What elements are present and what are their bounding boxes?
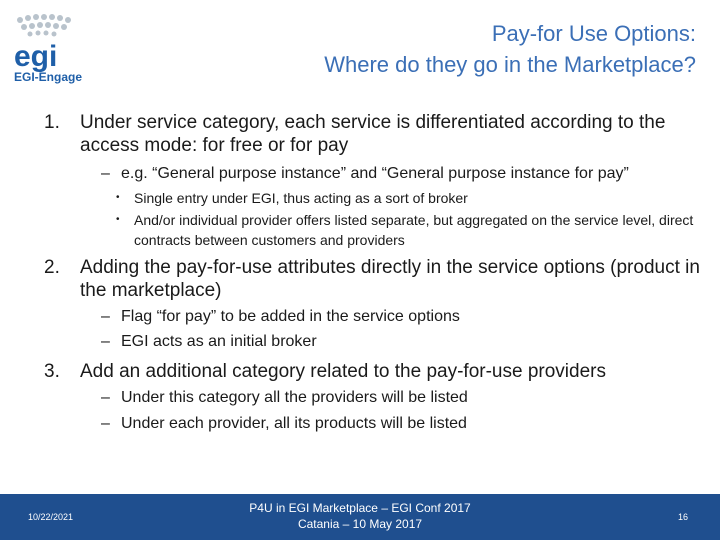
page-number: 16 bbox=[677, 512, 688, 522]
list-item-text: Under service category, each service is differentiated according to the access mode: for free or for pay bbox=[80, 112, 666, 156]
dash-bullet: – bbox=[101, 165, 110, 182]
footer-line-1: P4U in EGI Marketplace – EGI Conf 2017 bbox=[249, 501, 471, 515]
subitem-text: EGI acts as an initial broker bbox=[121, 333, 317, 350]
bullet-text: And/or individual provider offers listed separate, but aggregated on the service level, direct contracts between customers and providers bbox=[134, 212, 694, 248]
title-line-2: Where do they go in the Marketplace? bbox=[324, 52, 696, 77]
title-line-1: Pay-for Use Options: bbox=[491, 21, 696, 46]
subitem-text: Flag “for pay” to be added in the service options bbox=[121, 308, 460, 325]
subitem-text: Under this category all the providers will be listed bbox=[121, 389, 468, 406]
list-number: 3. bbox=[44, 361, 60, 382]
dash-bullet: – bbox=[101, 389, 110, 406]
footer-line-2: Catania – 10 May 2017 bbox=[297, 517, 423, 531]
subitem-text: e.g. “General purpose instance” and “General purpose instance for pay” bbox=[121, 165, 629, 182]
dash-bullet: – bbox=[101, 333, 110, 350]
list-item-text: Adding the pay-for-use attributes directly in the service options (product in the marketplace) bbox=[80, 257, 700, 301]
list-item-text: Add an additional category related to the pay-for-use providers bbox=[80, 361, 606, 382]
logo-label: EGI-Engage bbox=[14, 70, 83, 84]
list-number: 2. bbox=[44, 257, 60, 278]
dot-bullet: • bbox=[116, 214, 120, 225]
svg-text:egi: egi bbox=[14, 40, 58, 73]
list-number: 1. bbox=[44, 112, 60, 133]
dash-bullet: – bbox=[101, 415, 110, 432]
footer-center bbox=[210, 500, 510, 532]
slide-title bbox=[136, 18, 696, 80]
footer-date: 10/22/2021 bbox=[28, 512, 74, 522]
footer-bar bbox=[0, 494, 720, 540]
dash-bullet: – bbox=[101, 308, 110, 325]
bullet-text: Single entry under EGI, thus acting as a sort of broker bbox=[134, 190, 468, 206]
dot-bullet: • bbox=[116, 192, 120, 203]
subitem-text: Under each provider, all its products will be listed bbox=[121, 415, 467, 432]
